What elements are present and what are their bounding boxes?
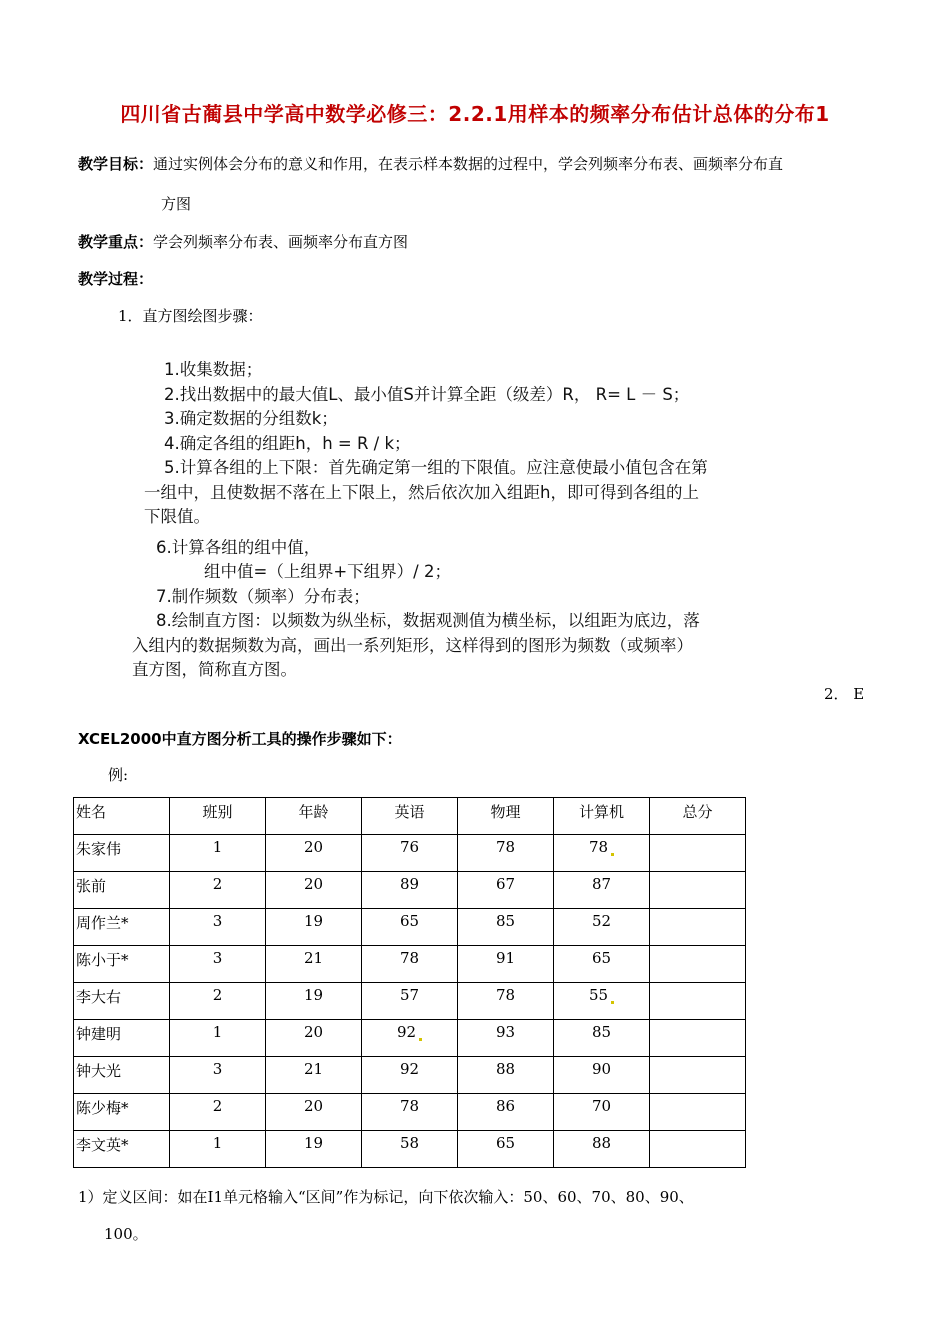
step-6-formula: 组中值=（上组界+下组界）/ 2； bbox=[204, 562, 451, 581]
cell-english: 58 bbox=[362, 1131, 458, 1168]
cell-total bbox=[650, 835, 746, 872]
cell-english: 57 bbox=[362, 983, 458, 1020]
cell-english bbox=[362, 1020, 458, 1057]
cell-physics: 78 bbox=[458, 835, 554, 872]
cell-class: 2 bbox=[170, 872, 266, 909]
step-8-cont-2: 直方图，简称直方图。 bbox=[132, 660, 297, 679]
table-row bbox=[74, 909, 746, 946]
section-1-heading: 1．直方图绘图步骤： bbox=[118, 307, 263, 325]
objective-label: 教学目标： bbox=[78, 155, 154, 173]
table-row bbox=[74, 1131, 746, 1168]
objective-line bbox=[78, 153, 783, 174]
cell-total bbox=[650, 872, 746, 909]
cell-computer: 65 bbox=[554, 946, 650, 983]
cell-computer bbox=[554, 983, 650, 1020]
cell-english: 89 bbox=[362, 872, 458, 909]
cell-computer: 88 bbox=[554, 1131, 650, 1168]
cell-age: 20 bbox=[266, 1094, 362, 1131]
histogram-steps-figure bbox=[128, 358, 768, 683]
table-row bbox=[74, 872, 746, 909]
cell-total bbox=[650, 946, 746, 983]
cell-english: 76 bbox=[362, 835, 458, 872]
cell-physics: 86 bbox=[458, 1094, 554, 1131]
key-point-label: 教学重点： bbox=[78, 233, 154, 251]
header-total: 总分 bbox=[650, 798, 746, 835]
cell-age: 20 bbox=[266, 835, 362, 872]
note-1-line: 1）定义区间：如在I1单元格输入“区间”作为标记，向下依次输入：50、60、70、80、90、 bbox=[78, 1188, 694, 1206]
table-row bbox=[74, 1020, 746, 1057]
cell-name: 朱家伟 bbox=[74, 835, 170, 872]
marker-dot bbox=[611, 1001, 614, 1004]
cell-age: 21 bbox=[266, 946, 362, 983]
cell-total bbox=[650, 1057, 746, 1094]
process-label: 教学过程： bbox=[78, 270, 154, 288]
step-1: 1.收集数据； bbox=[164, 360, 263, 379]
cell-class: 1 bbox=[170, 835, 266, 872]
step-6: 6.计算各组的组中值， bbox=[156, 537, 321, 557]
cell-total bbox=[650, 1020, 746, 1057]
cell-physics: 85 bbox=[458, 909, 554, 946]
cell-name: 陈小于* bbox=[74, 946, 170, 983]
table-row bbox=[74, 1057, 746, 1094]
cell-name: 钟大光 bbox=[74, 1057, 170, 1094]
cell-english: 78 bbox=[362, 1094, 458, 1131]
cell-age: 19 bbox=[266, 983, 362, 1020]
table-row bbox=[74, 946, 746, 983]
table-row bbox=[74, 983, 746, 1020]
cell-class: 3 bbox=[170, 946, 266, 983]
cell-total bbox=[650, 1131, 746, 1168]
step-8: 8.绘制直方图：以频数为纵坐标，数据观测值为横坐标，以组距为底边，落 bbox=[156, 611, 700, 630]
cell-computer: 70 bbox=[554, 1094, 650, 1131]
objective-text: 通过实例体会分布的意义和作用，在表示样本数据的过程中，学会列频率分布表、画频率分布直 bbox=[153, 155, 784, 173]
step-4: 4.确定各组的组距h，h = R / k； bbox=[164, 433, 411, 453]
cell-physics: 91 bbox=[458, 946, 554, 983]
cell-age: 21 bbox=[266, 1057, 362, 1094]
table-row bbox=[74, 835, 746, 872]
cell-class: 2 bbox=[170, 983, 266, 1020]
objective-text-continued: 方图 bbox=[161, 195, 192, 213]
note-1-line-continued: 100。 bbox=[104, 1225, 148, 1243]
cell-class: 1 bbox=[170, 1020, 266, 1057]
cell-age: 20 bbox=[266, 1020, 362, 1057]
table-header-row bbox=[74, 798, 746, 835]
cell-class: 1 bbox=[170, 1131, 266, 1168]
marker-dot bbox=[611, 853, 614, 856]
header-class: 班别 bbox=[170, 798, 266, 835]
score-table bbox=[73, 797, 746, 1168]
table-row bbox=[74, 1094, 746, 1131]
cell-computer: 87 bbox=[554, 872, 650, 909]
marker-dot bbox=[419, 1038, 422, 1041]
cell-name: 张前 bbox=[74, 872, 170, 909]
cell-computer: 52 bbox=[554, 909, 650, 946]
example-label: 例: bbox=[108, 766, 129, 784]
cell-age: 19 bbox=[266, 1131, 362, 1168]
step-5-cont-1: 一组中，且使数据不落在上下限上，然后依次加入组距h，即可得到各组的上 bbox=[144, 482, 699, 502]
cell-physics: 67 bbox=[458, 872, 554, 909]
cell-class: 3 bbox=[170, 909, 266, 946]
header-physics: 物理 bbox=[458, 798, 554, 835]
cell-english-value: 92 bbox=[396, 1023, 417, 1041]
cell-total bbox=[650, 909, 746, 946]
step-2: 2.找出数据中的最大值L、最小值S并计算全距（级差）R， R= L － S； bbox=[164, 384, 690, 404]
cell-name: 钟建明 bbox=[74, 1020, 170, 1057]
step-7: 7.制作频数（频率）分布表； bbox=[156, 586, 370, 606]
cell-physics: 93 bbox=[458, 1020, 554, 1057]
cell-computer: 85 bbox=[554, 1020, 650, 1057]
cell-class: 2 bbox=[170, 1094, 266, 1131]
cell-computer bbox=[554, 835, 650, 872]
cell-total bbox=[650, 983, 746, 1020]
step-5: 5.计算各组的上下限：首先确定第一组的下限值。应注意使最小值包含在第 bbox=[164, 458, 708, 477]
cell-class: 3 bbox=[170, 1057, 266, 1094]
cell-name: 陈少梅* bbox=[74, 1094, 170, 1131]
header-computer: 计算机 bbox=[554, 798, 650, 835]
cell-age: 20 bbox=[266, 872, 362, 909]
cell-total bbox=[650, 1094, 746, 1131]
cell-computer-value: 55 bbox=[588, 986, 609, 1004]
key-point-text: 学会列频率分布表、画频率分布直方图 bbox=[153, 233, 409, 251]
cell-english: 78 bbox=[362, 946, 458, 983]
step-8-cont-1: 入组内的数据频数为高，画出一系列矩形，这样得到的图形为频数（或频率） bbox=[132, 635, 693, 655]
cell-english: 92 bbox=[362, 1057, 458, 1094]
cell-name: 李大右 bbox=[74, 983, 170, 1020]
header-age: 年龄 bbox=[266, 798, 362, 835]
key-point-line bbox=[78, 231, 408, 252]
section-2-number: 2． E bbox=[824, 685, 865, 703]
cell-computer: 90 bbox=[554, 1057, 650, 1094]
cell-name: 周作兰* bbox=[74, 909, 170, 946]
header-english: 英语 bbox=[362, 798, 458, 835]
cell-age: 19 bbox=[266, 909, 362, 946]
cell-physics: 65 bbox=[458, 1131, 554, 1168]
step-5-cont-2: 下限值。 bbox=[144, 507, 210, 526]
cell-english: 65 bbox=[362, 909, 458, 946]
cell-computer-value: 78 bbox=[588, 838, 609, 856]
cell-physics: 78 bbox=[458, 983, 554, 1020]
cell-name: 李文英* bbox=[74, 1131, 170, 1168]
page-title: 四川省古蔺县中学高中数学必修三：2.2.1用样本的频率分布估计总体的分布1 bbox=[120, 102, 830, 126]
header-name: 姓名 bbox=[74, 798, 170, 835]
section-2-heading: XCEL2000中直方图分析工具的操作步骤如下： bbox=[78, 730, 402, 748]
cell-physics: 88 bbox=[458, 1057, 554, 1094]
step-3: 3.确定数据的分组数k； bbox=[164, 409, 338, 428]
